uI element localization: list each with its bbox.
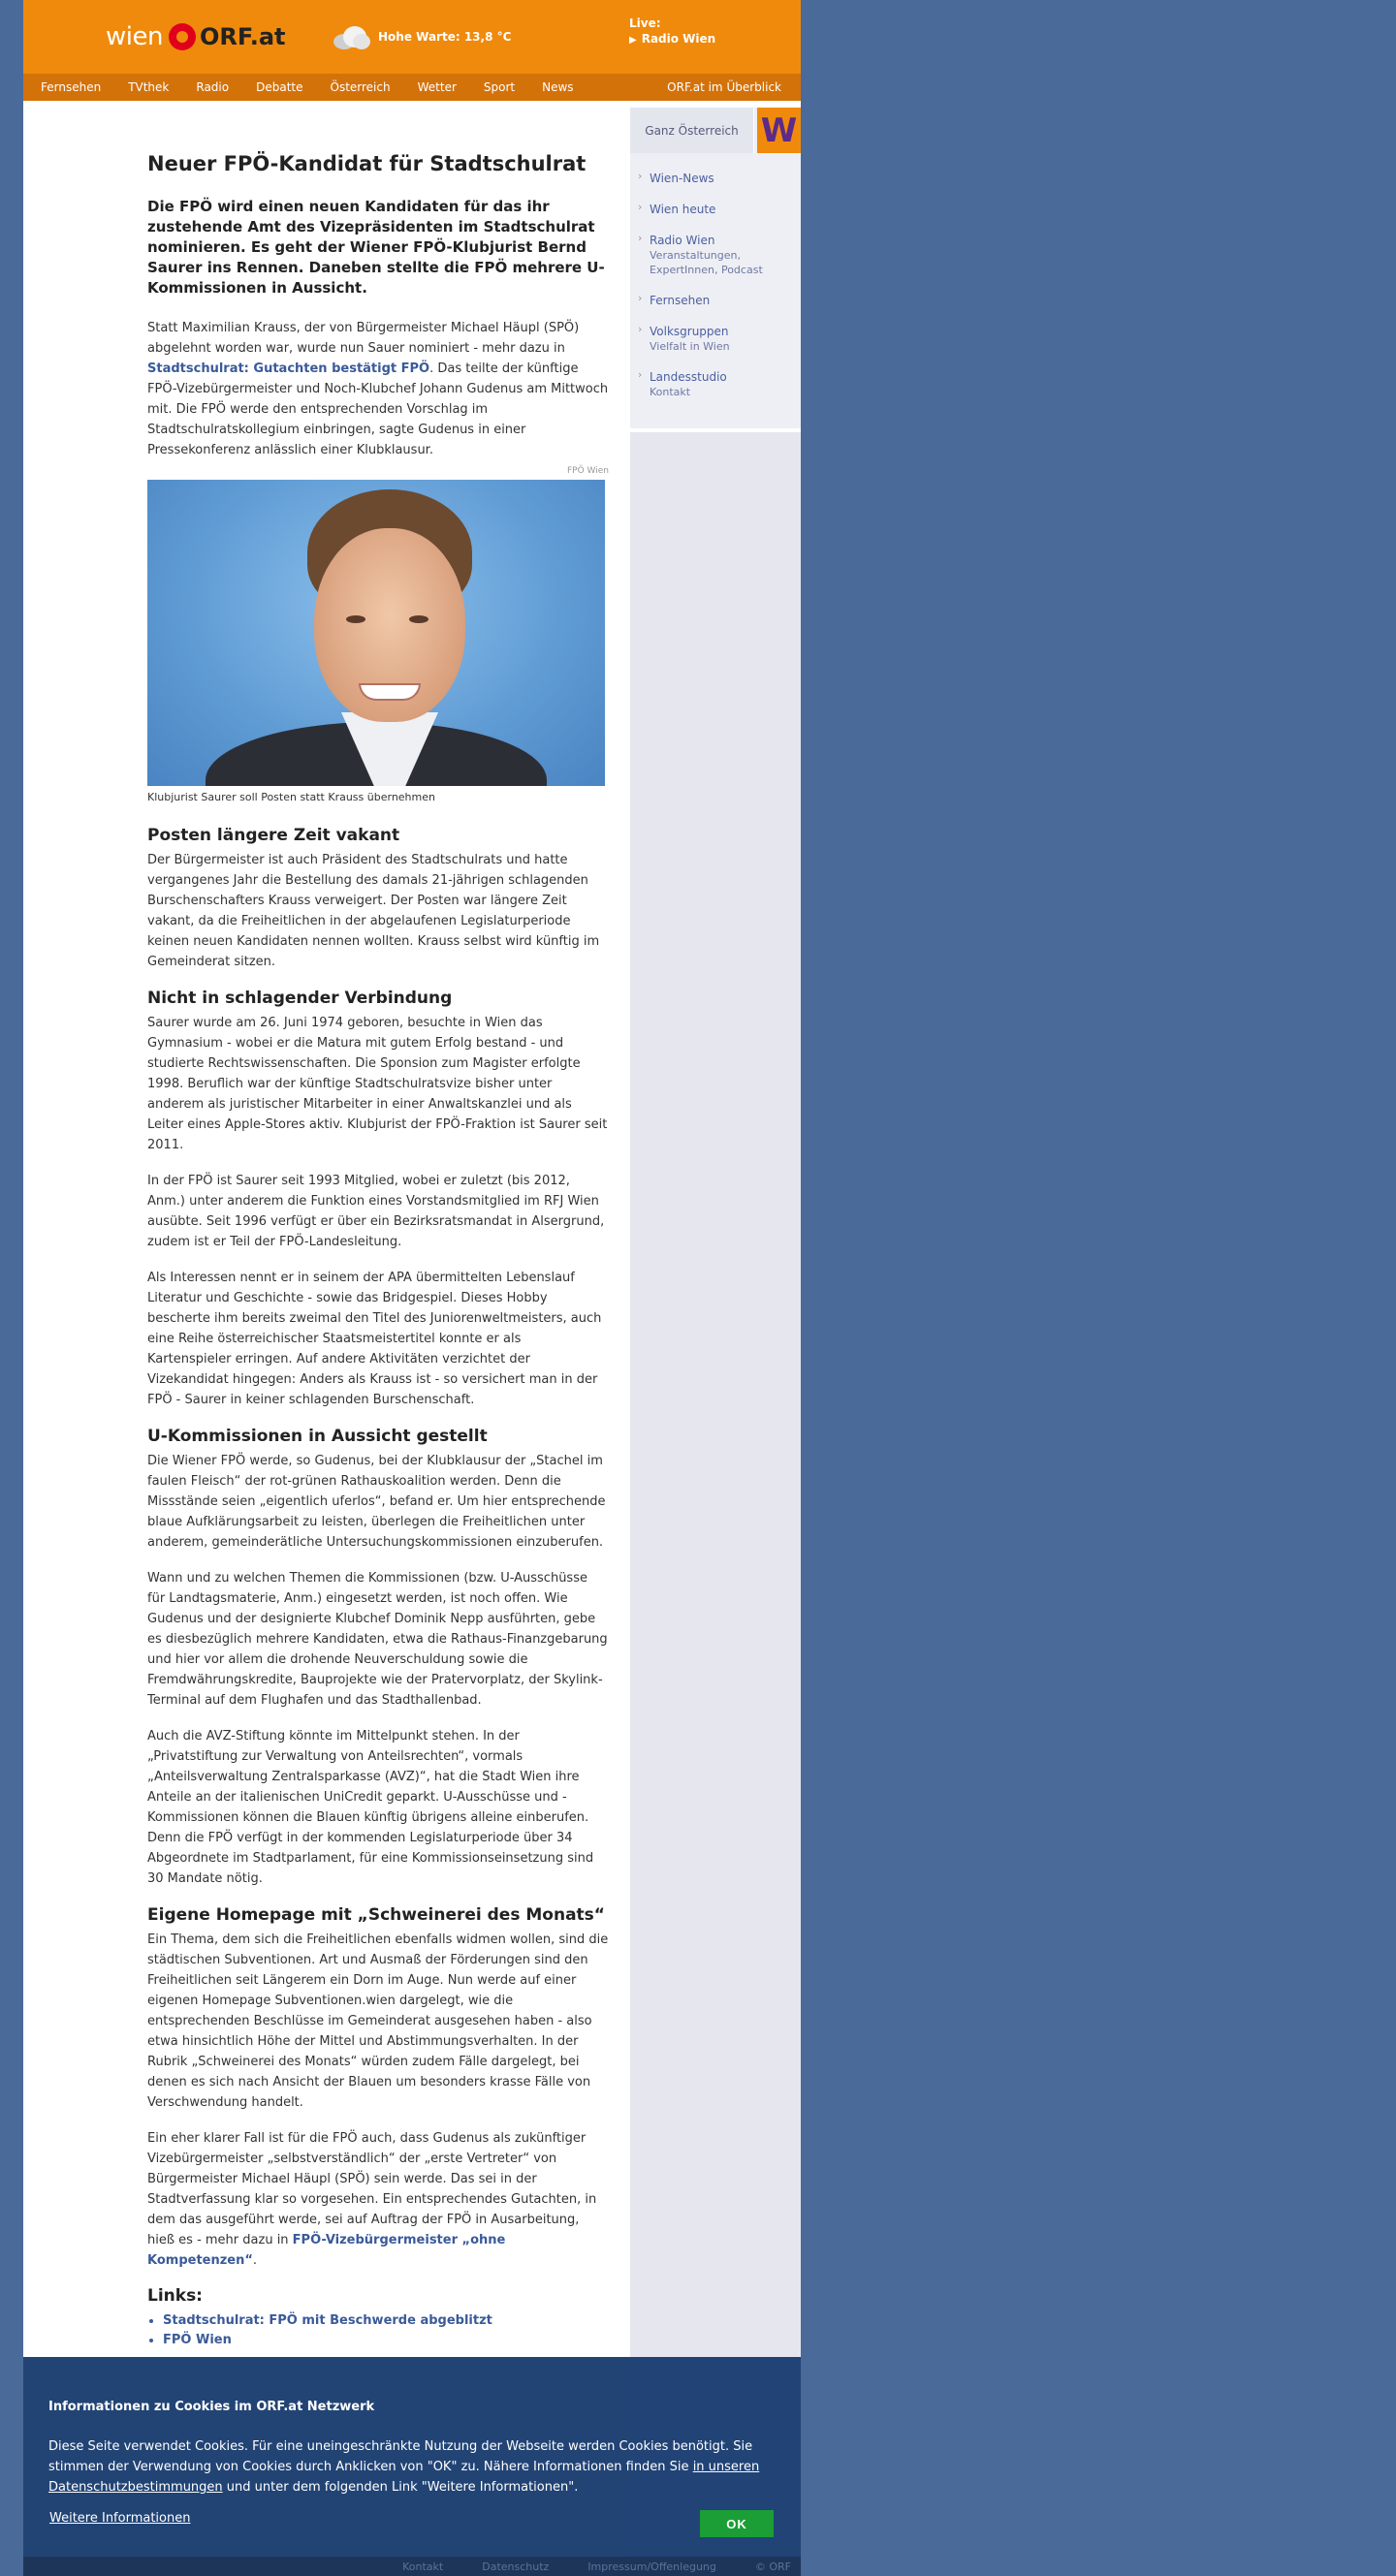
sidebar-list <box>630 163 801 407</box>
nav-overview-link[interactable]: ORF.at im Überblick <box>667 80 781 94</box>
wien-w-logo[interactable]: W <box>757 108 801 153</box>
article-paragraph: In der FPÖ ist Saurer seit 1993 Mitglied, wobei er zuletzt (bis 2012, Anm.) unter anderem die Funktion eines Vorstandsmitglied im RFJ Wien ausübte. Seit 1996 verfügt er über ein Bezirksratsmandat in Alsergrund, zudem ist er Teil der FPÖ-Landesleitung. <box>147 1174 605 1249</box>
sidebar-item-volksgruppen[interactable]: › Volksgruppen Vielfalt in Wien <box>630 316 801 361</box>
tab-ganz-oesterreich[interactable]: Ganz Österreich <box>630 108 754 153</box>
sidebar <box>630 108 801 2576</box>
inline-link-vizebuergermeister[interactable]: FPÖ-Vizebürgermeister „ohne Kompetenzen“ <box>147 2233 506 2268</box>
main-nav <box>23 74 801 101</box>
cookie-title: Informationen zu Cookies im ORF.at Netzwerk <box>48 2400 375 2414</box>
privacy-link[interactable]: in unseren Datenschutzbestimmungen <box>48 2460 760 2495</box>
section-heading: Eigene Homepage mit „Schweinerei des Monats“ <box>147 1905 605 1925</box>
article-paragraph: Statt Maximilian Krauss, der von Bürgermeister Michael Häupl (SPÖ) abgelehnt worden war, wurde nun Sauer nominiert - mehr dazu in Stadtschulrat: Gutachten bestätigt FPÖ. Das teilte der künftige FPÖ-Vizebürgermeister und Noch-Klubchef Johann Gudenus am Mittwoch mit. Die FPÖ werde den entsprechenden Vorschlag im Stadtschulratskollegium einbringen, sagte Gudenus in einer Pressekonferenz anlässlich einer Klubklausur. <box>147 321 609 457</box>
links-list <box>147 2311 609 2350</box>
article-title: Neuer FPÖ-Kandidat für Stadtschulrat <box>147 152 587 175</box>
footer-link-datenschutz[interactable]: Datenschutz <box>482 2560 550 2573</box>
sidebar-lower <box>630 432 801 2576</box>
weather-widget[interactable] <box>332 24 511 49</box>
footer <box>23 2557 801 2576</box>
sidebar-item-radio-wien[interactable]: › Radio Wien Veranstaltungen, ExpertInnen, Podcast <box>630 225 801 285</box>
article-photo <box>147 480 605 786</box>
nav-item-fernsehen[interactable]: Fernsehen <box>41 80 102 94</box>
footer-copyright: © ORF <box>754 2560 791 2573</box>
nav-item-radio[interactable]: Radio <box>196 80 230 94</box>
article-paragraph: Ein Thema, dem sich die Freiheitlichen ebenfalls widmen wollen, sind die städtischen Subventionen. Art und Ausmaß der Förderungen sind den Freiheitlichen seit Längerem ein Dorn im Auge. Nun werde auf einer eigenen Homepage Subventionen.wien dargelegt, wie die entsprechenden Beschlüsse im Gemeinderat ausgesehen haben - also etwa hinsichtlich Höhe der Mittel und Abstimmungsverhalten. In der Rubrik „Schweinerei des Monats“ würden zudem Fälle dargelegt, bei denen es sich nach Ansicht der Blauen um besonders krasse Fälle von Verschwendung handelt. <box>147 1932 609 2110</box>
site-header <box>23 0 801 74</box>
orf-wien-logo[interactable] <box>106 19 286 54</box>
section-heading: U-Kommissionen in Aussicht gestellt <box>147 1427 488 1446</box>
image-caption: Klubjurist Saurer soll Posten statt Krauss übernehmen <box>147 791 435 803</box>
section-heading: Nicht in schlagender Verbindung <box>147 989 453 1008</box>
orf-eye-icon <box>169 23 196 50</box>
cookie-text: Diese Seite verwendet Cookies. Für eine uneingeschränkte Nutzung der Webseite werden Cookies benötigt. Sie stimmen der Verwendung von Cookies durch Anklicken von "OK" zu. Nähere Informationen finden Sie in unseren Datenschutzbestimmungen und unter dem folgenden Link "Weitere Informationen". <box>48 2439 760 2495</box>
links-heading: Links: <box>147 2286 203 2306</box>
article <box>147 150 609 2350</box>
nav-item-oesterreich[interactable]: Österreich <box>330 80 391 94</box>
cloud-icon <box>332 24 370 49</box>
nav-item-debatte[interactable]: Debatte <box>256 80 303 94</box>
live-label: Live: <box>629 16 661 30</box>
nav-item-sport[interactable]: Sport <box>483 80 516 94</box>
cookie-banner <box>23 2357 801 2557</box>
weather-text: Hohe Warte: 13,8 °C <box>378 30 512 44</box>
sidebar-item-wien-heute[interactable]: › Wien heute <box>630 194 801 225</box>
article-paragraph: Als Interessen nennt er in seinem der APA übermittelten Lebenslauf Literatur und Geschichte - sowie das Bridgespiel. Dieses Hobby bescherte ihm bereits zweimal den Titel des Juniorenweltmeisters, auch eine Reihe österreichischer Staatsmeistertitel konnte er als Kartenspieler erringen. Auf andere Aktivitäten verzichtet der Vizekandidat hingegen: Anders als Krauss ist - so versichert man in der FPÖ - Saurer in keiner schlagenden Burschenschaft. <box>147 1271 602 1407</box>
related-link[interactable]: • Stadtschulrat: FPÖ mit Beschwerde abgeblitzt <box>163 2311 609 2331</box>
play-icon: ▶ <box>629 35 637 46</box>
sidebar-top <box>630 108 801 153</box>
page-container <box>23 0 801 2576</box>
logo-wien-text: wien <box>106 22 163 51</box>
image-credit: FPÖ Wien <box>567 466 609 476</box>
article-paragraph: Auch die AVZ-Stiftung könnte im Mittelpunkt stehen. In der „Privatstiftung zur Verwaltung von Anteilsrechten“, vormals „Anteilsverwaltung Zentralsparkasse (AVZ)“, hat die Stadt Wien ihre Anteile an der italienischen UniCredit geparkt. U-Ausschüsse und -Kommissionen können die Blauen künftig übrigens alleine einberufen. Denn die FPÖ verfügt in der kommenden Legislaturperiode über 34 Abgeordnete im Stadtparlament, für eine Kommissionseinsetzung sind 30 Mandate nötig. <box>147 1729 594 1886</box>
live-radio[interactable] <box>629 16 715 48</box>
article-paragraph: Die Wiener FPÖ werde, so Gudenus, bei der Klubklausur der „Stachel im faulen Fleisch“ der rot-grünen Rathauskoalition werden. Denn die Missstände seien „eigentlich uferlos“, befand er. Um hier entsprechende blaue Aufklärungsarbeit zu leisten, überlegen die Freiheitlichen unter anderem, gemeinderätliche Untersuchungskommissionen einzuberufen. <box>147 1454 606 1550</box>
cookie-ok-button[interactable]: OK <box>700 2510 774 2537</box>
sidebar-item-fernsehen[interactable]: › Fernsehen <box>630 285 801 316</box>
article-paragraph: Saurer wurde am 26. Juni 1974 geboren, besuchte in Wien das Gymnasium - wobei er die Matura mit gutem Erfolg bestand - und studierte Rechtswissenschaften. Die Sponsion zum Magister erfolgte 1998. Beruflich war der künftige Stadtschulratsvize bisher unter anderem als juristischer Mitarbeiter in einer Anwaltskanzlei und als Leiter eines Apple-Stores aktiv. Klubjurist der FPÖ-Fraktion ist Saurer seit 2011. <box>147 1016 608 1152</box>
section-heading: Posten längere Zeit vakant <box>147 826 400 845</box>
nav-item-tvthek[interactable]: TVthek <box>128 80 170 94</box>
sidebar-item-wien-news[interactable]: › Wien-News <box>630 163 801 194</box>
article-lead: Die FPÖ wird einen neuen Kandidaten für das ihr zustehende Amt des Vizepräsidenten im Stadtschulrat nominieren. Es geht der Wiener FPÖ-Klubjurist Bernd Saurer ins Rennen. Daneben stellte die FPÖ mehrere U-Kommissionen in Aussicht. <box>147 198 605 297</box>
related-link[interactable]: • FPÖ Wien <box>163 2331 609 2350</box>
sidebar-item-landesstudio[interactable]: › Landesstudio Kontakt <box>630 361 801 407</box>
footer-link-impressum[interactable]: Impressum/Offenlegung <box>587 2560 716 2573</box>
nav-item-wetter[interactable]: Wetter <box>417 80 457 94</box>
live-station: Radio Wien <box>641 32 716 46</box>
logo-orf-text: ORF.at <box>199 23 286 50</box>
article-paragraph: Wann und zu welchen Themen die Kommissionen (bzw. U-Ausschüsse für Landtagsmaterie, Anm.) eingesetzt werden, ist noch offen. Wie Gudenus und der designierte Klubchef Dominik Nepp ausführten, gebe es diesbezüglich mehrere Kandidaten, etwa die Rathaus-Finanzgebarung und hier vor allem die drohende Neuverschuldung sowie die Fremdwährungskredite, Bauprojekte wie der Pratervorplatz, der Skylink-Terminal auf dem Flughafen und das Stadthallenbad. <box>147 1571 608 1708</box>
article-paragraph: Ein eher klarer Fall ist für die FPÖ auch, dass Gudenus als zukünftiger Vizebürgermeister „selbstverständlich“ der „erste Vertreter“ von Bürgermeister Michael Häupl (SPÖ) sein werde. Das sei in der Stadtverfassung klar so vorgesehen. Ein entsprechendes Gutachten, in dem das ausgeführt werde, sei auf Auftrag der FPÖ in Ausarbeitung, hieß es - mehr dazu in FPÖ-Vizebürgermeister „ohne Kompetenzen“. <box>147 2131 597 2268</box>
article-paragraph: Der Bürgermeister ist auch Präsident des Stadtschulrats und hatte vergangenes Jahr die Bestellung des damals 21-jährigen schlagenden Burschenschafters Krauss verweigert. Der Posten war längere Zeit vakant, da die Freiheitlichen in der abgelaufenen Legislaturperiode keinen neuen Kandidaten nennen wollten. Krauss selbst wird künftig im Gemeinderat sitzen. <box>147 853 600 969</box>
more-info-link[interactable]: Weitere Informationen <box>49 2511 191 2526</box>
inline-link-gutachten[interactable]: Stadtschulrat: Gutachten bestätigt FPÖ <box>147 361 430 376</box>
nav-item-news[interactable]: News <box>542 80 574 94</box>
footer-link-kontakt[interactable]: Kontakt <box>402 2560 444 2573</box>
